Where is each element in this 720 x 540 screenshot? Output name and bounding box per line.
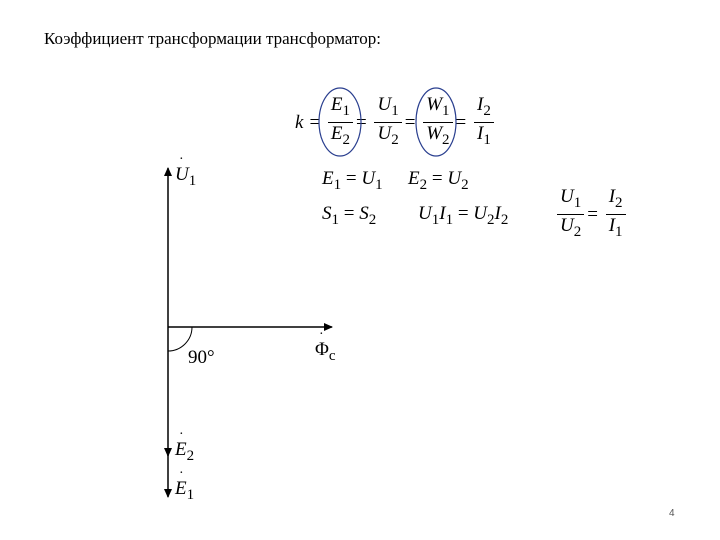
fraction-i2-i1-right: $\frac{I_2}{I_1}$ [606, 186, 626, 243]
fraction-u1-u2: $\frac{U_1}{U_2}$ [374, 94, 401, 151]
fraction-u1-u2-right: $\frac{U_1}{U_2}$ [557, 186, 584, 243]
label-e1: · $E_1$ [175, 466, 195, 503]
equation-s1-s2: $S_1 = S_2$ [322, 203, 377, 228]
slide-title: Коэффициент трансформации трансформатор: [44, 29, 381, 48]
equation-e1-u1: $E_1 = U_1$ [322, 168, 383, 193]
equation-e2-u2: $E_2 = U_2$ [408, 168, 469, 193]
label-u1: · $U_1$ [175, 152, 197, 189]
page-number: 4 [669, 508, 675, 519]
label-e2: · $E_2$ [175, 427, 195, 464]
highlight-ellipse-w [416, 88, 456, 156]
equals: = [309, 111, 321, 133]
fraction-w1-w2: $\frac{W_1}{W_2}$ [423, 94, 452, 151]
k-symbol: k [295, 111, 304, 133]
equation-ratio-u-i: $\frac{U_1}{U_2}$ = $\frac{I_2}{I_1}$ [557, 186, 626, 243]
label-phi: · $\Phi_c$ [315, 327, 336, 364]
fraction-i2-i1: $\frac{I_2}{I_1}$ [474, 94, 494, 151]
fraction-e1-e2: $\frac{E_1}{E_2}$ [328, 94, 353, 151]
angle-label: 90° [188, 347, 215, 368]
equation-power-balance: $U_1I_1 = U_2I_2$ [418, 203, 509, 228]
formula-k: k = $\frac{E_1}{E_2}$ = $\frac{U_1}{U_2}$ = $\frac{W_1}{W_2}$ = $\frac{I_2}{I_1}$ [292, 94, 494, 151]
highlight-ellipse-e [319, 88, 361, 156]
